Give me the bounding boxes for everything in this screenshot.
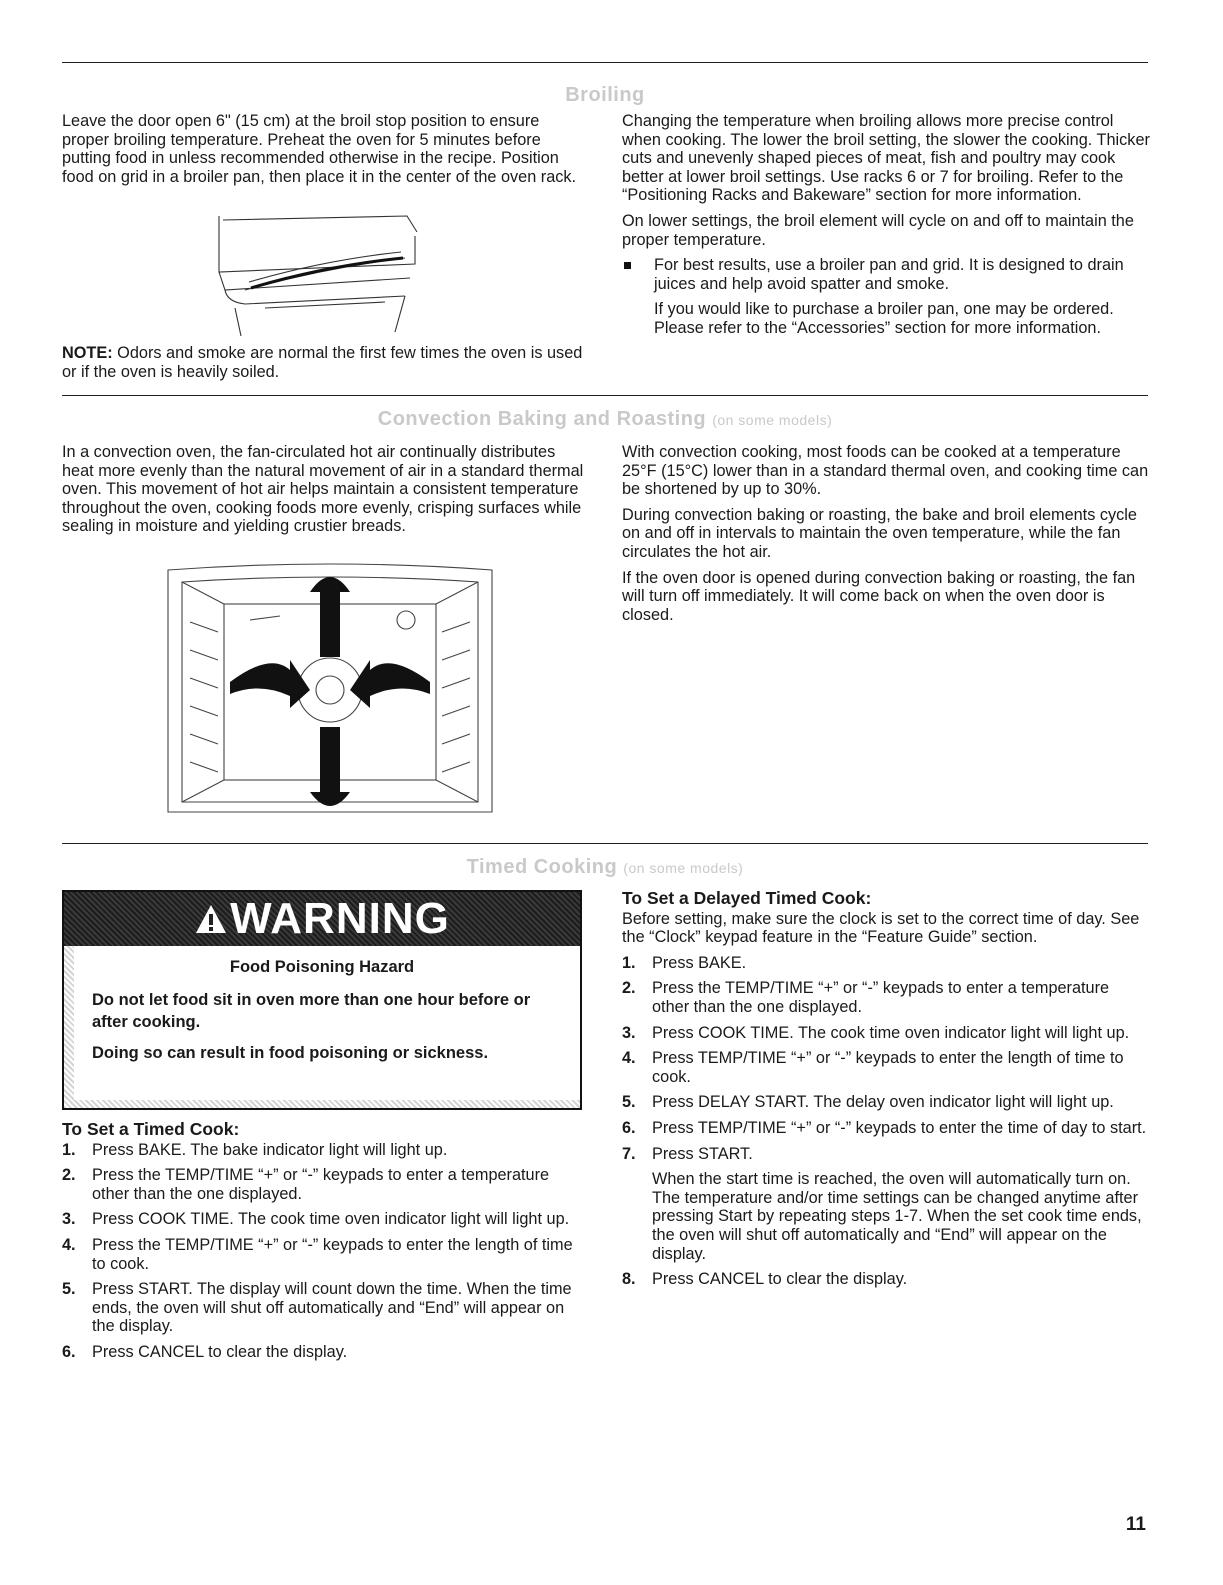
broiling-intro: Leave the door open 6" (15 cm) at the broil stop position to ensure proper broiling temperature. Preheat the oven for 5 minutes before putting food in unless recommended otherwise in the recipe. Position food on grid in a broiler pan, then place it in the center of the oven rack. [62, 112, 577, 186]
step-number: 1. [622, 953, 636, 972]
step-item [62, 1343, 590, 1362]
step-text: Press CANCEL to clear the display. [92, 1342, 348, 1361]
convection-title-sub: (on some models) [712, 412, 833, 428]
convection-right-para2: During convection baking or roasting, the bake and broil elements cycle on and off in intervals to maintain the oven temperature, while the fan circulates the hot air. [622, 505, 1137, 561]
broiling-right-column [622, 112, 1150, 345]
convection-right-column [622, 443, 1150, 631]
step-text: Press the TEMP/TIME “+” or “-” keypads to enter a temperature other than the one displayed. [652, 979, 1110, 1016]
broiler-door-illustration [205, 212, 435, 352]
step-text: Press START. The display will count down the time. When the time ends, the oven will shut off automatically and “End” will appear on the display. [92, 1280, 572, 1336]
warning-box [62, 890, 582, 1110]
step-item [622, 1024, 1150, 1043]
step-number: 6. [622, 1118, 636, 1137]
warning-label [194, 894, 450, 944]
broiling-title: Broiling [565, 84, 645, 106]
delayed-intro: Before setting, make sure the clock is set to the correct time of day. See the “Clock” keypad feature in the “Feature Guide” section. [622, 909, 1140, 947]
timed-title-sub: (on some models) [623, 860, 744, 876]
convection-right-para1: With convection cooking, most foods can be cooked at a temperature 25°F (15°C) lower than in a standard thermal oven, and cooking time can be shortened by up to 30%. [622, 443, 1149, 499]
step-number: 3. [62, 1210, 76, 1229]
warning-hatch-bottom [64, 1100, 580, 1108]
step-item [622, 1145, 1150, 1164]
convection-intro: In a convection oven, the fan-circulated hot air continually distributes heat more evenly than the natural movement of air in a standard thermal oven. This movement of hot air helps maintain a consistent temperature throughout the oven, cooking foods more evenly, crisping surfaces while sealing in moisture and yielding crustier breads. [62, 443, 584, 536]
step-item [622, 979, 1150, 1016]
step-item [62, 1210, 590, 1229]
convection-title [62, 408, 1148, 431]
timed-left-column [62, 1120, 590, 1369]
convection-title-main: Convection Baking and Roasting [377, 408, 707, 430]
step-number: 4. [62, 1235, 76, 1254]
step-number: 3. [622, 1023, 636, 1042]
broiling-left-column [62, 112, 590, 193]
step-number: 6. [62, 1342, 76, 1361]
step-item [62, 1166, 590, 1203]
top-rule [62, 62, 1148, 63]
delayed-step7-follow: When the start time is reached, the oven will automatically turn on. The temperature and/or time settings can be changed anytime after pressing Start by repeating steps 1-7. When the set cook time ends, the oven will shut off automatically and “End” will appear on the display. [652, 1170, 1142, 1263]
bullet-text: For best results, use a broiler pan and grid. It is designed to drain juices and help avoid spatter and smoke. [654, 256, 1124, 293]
warning-text-1: Do not let food sit in oven more than one hour before or after cooking. [92, 991, 531, 1031]
delayed-steps [622, 954, 1150, 1163]
step-text: Press TEMP/TIME “+” or “-” keypads to enter the length of time to cook. [652, 1049, 1124, 1086]
page-number: 11 [1125, 1514, 1146, 1535]
convection-right-para3: If the oven door is opened during convection baking or roasting, the fan will turn off immediately. It will come back on when the oven door is closed. [622, 568, 1136, 624]
timed-rule [62, 843, 1148, 844]
step-item [62, 1280, 590, 1336]
step-number: 7. [622, 1144, 636, 1163]
broiling-right-para1: Changing the temperature when broiling allows more precise control when cooking. The lower the broil setting, the slower the cooking. Thicker cuts and unevenly shaped pieces of meat, fish and poultry may cook better at lower broil settings. Use racks 6 or 7 for broiling. Refer to the “Positioning Racks and Bakeware” section for more information. [622, 112, 1150, 205]
step-item [622, 1093, 1150, 1112]
step-text: Press START. [652, 1144, 753, 1163]
step-number: 5. [622, 1093, 636, 1112]
step-number: 5. [62, 1280, 76, 1299]
set-timed-heading: To Set a Timed Cook: [62, 1119, 240, 1139]
step-number: 2. [622, 979, 636, 998]
step-item [622, 954, 1150, 973]
warning-hazard-title: Food Poisoning Hazard [229, 958, 415, 976]
step-item [622, 1119, 1150, 1138]
note-label: NOTE: [62, 344, 113, 362]
delayed-heading: To Set a Delayed Timed Cook: [622, 888, 872, 908]
timed-title [62, 856, 1148, 879]
bullet-square-icon [624, 262, 631, 269]
step-text: Press BAKE. [652, 953, 747, 972]
step-text: Press the TEMP/TIME “+” or “-” keypads to enter the length of time to cook. [92, 1235, 573, 1273]
step-text: Press TEMP/TIME “+” or “-” keypads to enter the time of day to start. [652, 1118, 1147, 1137]
broiling-bullet-follow: If you would like to purchase a broiler pan, one may be ordered. Please refer to the “Accessories” section for more information. [654, 300, 1114, 337]
step-number: 1. [62, 1140, 76, 1159]
broiling-right-para2: On lower settings, the broil element will cycle on and off to maintain the proper temperature. [622, 211, 1134, 249]
step-number: 4. [622, 1049, 636, 1068]
warning-word: WARNING [230, 894, 450, 943]
step-item [622, 1270, 1150, 1289]
step-number: 8. [622, 1270, 636, 1289]
broiling-bullet [622, 256, 1150, 293]
delayed-final-step [622, 1270, 1150, 1289]
step-text: Press BAKE. The bake indicator light will light up. [92, 1140, 448, 1159]
convection-rule [62, 395, 1148, 396]
step-item [622, 1049, 1150, 1086]
step-number: 2. [62, 1166, 76, 1185]
warning-triangle-icon [194, 903, 228, 935]
note-text: Odors and smoke are normal the first few times the oven is used or if the oven is heavily soiled. [62, 344, 583, 381]
step-text: Press CANCEL to clear the display. [652, 1270, 908, 1289]
timed-title-main: Timed Cooking [466, 856, 618, 878]
step-text: Press COOK TIME. The cook time oven indicator light will light up. [652, 1023, 1130, 1042]
step-item [62, 1236, 590, 1273]
step-item [62, 1141, 590, 1160]
warning-text-2: Doing so can result in food poisoning or sickness. [92, 1044, 489, 1062]
step-text: Press COOK TIME. The cook time oven indicator light will light up. [92, 1210, 570, 1229]
convection-oven-illustration [160, 562, 500, 820]
convection-left-column [62, 443, 590, 543]
set-timed-steps [62, 1141, 590, 1362]
step-text: Press DELAY START. The delay oven indicator light will light up. [652, 1093, 1114, 1112]
broiling-note [62, 344, 590, 388]
warning-banner [64, 892, 580, 946]
step-text: Press the TEMP/TIME “+” or “-” keypads to enter a temperature other than the one displayed. [92, 1166, 550, 1203]
timed-right-column [622, 889, 1150, 1296]
